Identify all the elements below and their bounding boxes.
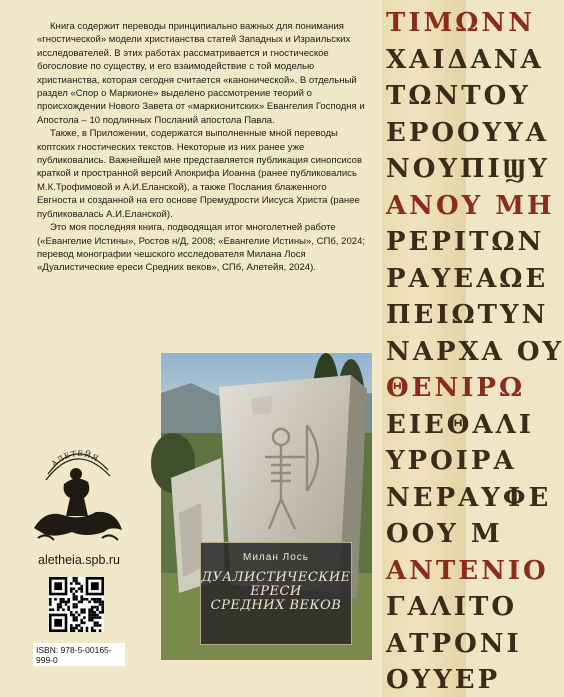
manuscript-line: ΑΤΡΟΝΙ	[386, 628, 522, 659]
manuscript-line: ΥΡΟΙΡΑ	[386, 446, 517, 476]
manuscript-line: ΘΕΝΙΡΩ	[386, 373, 526, 403]
manuscript-line: ΡΑΥΕΑΩΕ	[386, 263, 549, 294]
manuscript-line: ΟΥΥΕΡ	[386, 665, 501, 695]
qr-code-icon[interactable]	[49, 577, 104, 632]
cover-title-line-2: ЕРЕСИ	[250, 584, 302, 599]
manuscript-line: ΕΙΕΘΑΛΙ	[386, 409, 534, 440]
manuscript-line: ΑΝΟΥ ΜΗ	[386, 190, 555, 221]
manuscript-line: ΤΩΝΤΟΥ	[386, 81, 531, 111]
manuscript-line: ΑΝΤΕΝΙΟ	[386, 555, 549, 586]
publisher-logo	[26, 434, 128, 548]
paragraph-3: Это моя последняя книга, подводящая итог многолетней работе («Евангелие Истины», Ростов н/Д, 2008; «Евангелие Истины», СПб, 2024; перевод монографии чешского исследователя Милана Лося «Дуалистические ереси Средних веков», СПб, Алетейя, 2024).	[37, 222, 366, 274]
cover-title-box	[200, 542, 352, 645]
manuscript-strip	[382, 0, 564, 697]
logo-text: АЛЕТЕЙЯ	[49, 448, 101, 469]
cover-title-line-3: СРЕДНИХ ВЕКОВ	[210, 598, 342, 613]
annotation-text	[37, 20, 369, 275]
manuscript-line: ΝΟΥΠΙϢΥ	[386, 154, 550, 184]
cover-author: Милан Лось	[243, 552, 309, 563]
manuscript-line: ΧΑΙΔΑΝΑ	[386, 44, 544, 75]
manuscript-line: ΕΡΟΟΥΥΑ	[386, 117, 549, 148]
manuscript-line: ΤΙΜΩΝΝ	[386, 8, 535, 38]
isbn-label: ISBN: 978-5-00165-999-0	[33, 643, 125, 666]
manuscript-line: ΟΟΥ Μ	[386, 519, 503, 549]
paragraph-1: Книга содержит переводы принципиально важных для понимания «гностической» модели христианства статей Западных и Израильских исследователей. В этих работах рассматривается и гностическое богословие по существу, и его взаимодействие с той моделью христианства, которая сегодня считается «канонической». В отдельный раздел «Спор о Маркионе» выделено рассмотрение теорий о происхождении Нового Завета от «маркионитских» Евангелия Господня и Апостола – 10 подлинных Посланий апостола Павла.	[37, 21, 365, 126]
paragraph-2: Также, в Приложении, содержатся выполненные мной переводы коптских гностических текстов. Некоторые из них ранее уже публиковались. Важнейшей мне представляется публикация синопсисов краткой и пространной версий Апокрифа Иоанна (ранее публиковались М.К.Трофимовой и А.И.Еланской), а также Послания блаженного Евгноста и созданной на его основе Премудрости Иисуса Христа (ранее публиковалась А.И.Еланской).	[37, 128, 363, 220]
manuscript-line: ΓΑΛΙΤΟ	[386, 592, 517, 622]
manuscript-line: ΠΕΙΩΤΥΝ	[386, 300, 549, 330]
publisher-url[interactable]: aletheia.spb.ru	[38, 553, 121, 567]
cover-title-line-1: ДУАЛИСТИЧЕСКИЕ	[201, 570, 351, 585]
aletheia-logo-icon	[26, 434, 128, 548]
manuscript-line: ΡΕΡΙΤΩΝ	[386, 227, 545, 257]
manuscript-line: ΝΑΡΧΑ ΟΥ	[386, 336, 564, 367]
manuscript-line: ΝΕΡΑΥΦΕ	[386, 482, 552, 513]
qr-code	[49, 577, 104, 632]
